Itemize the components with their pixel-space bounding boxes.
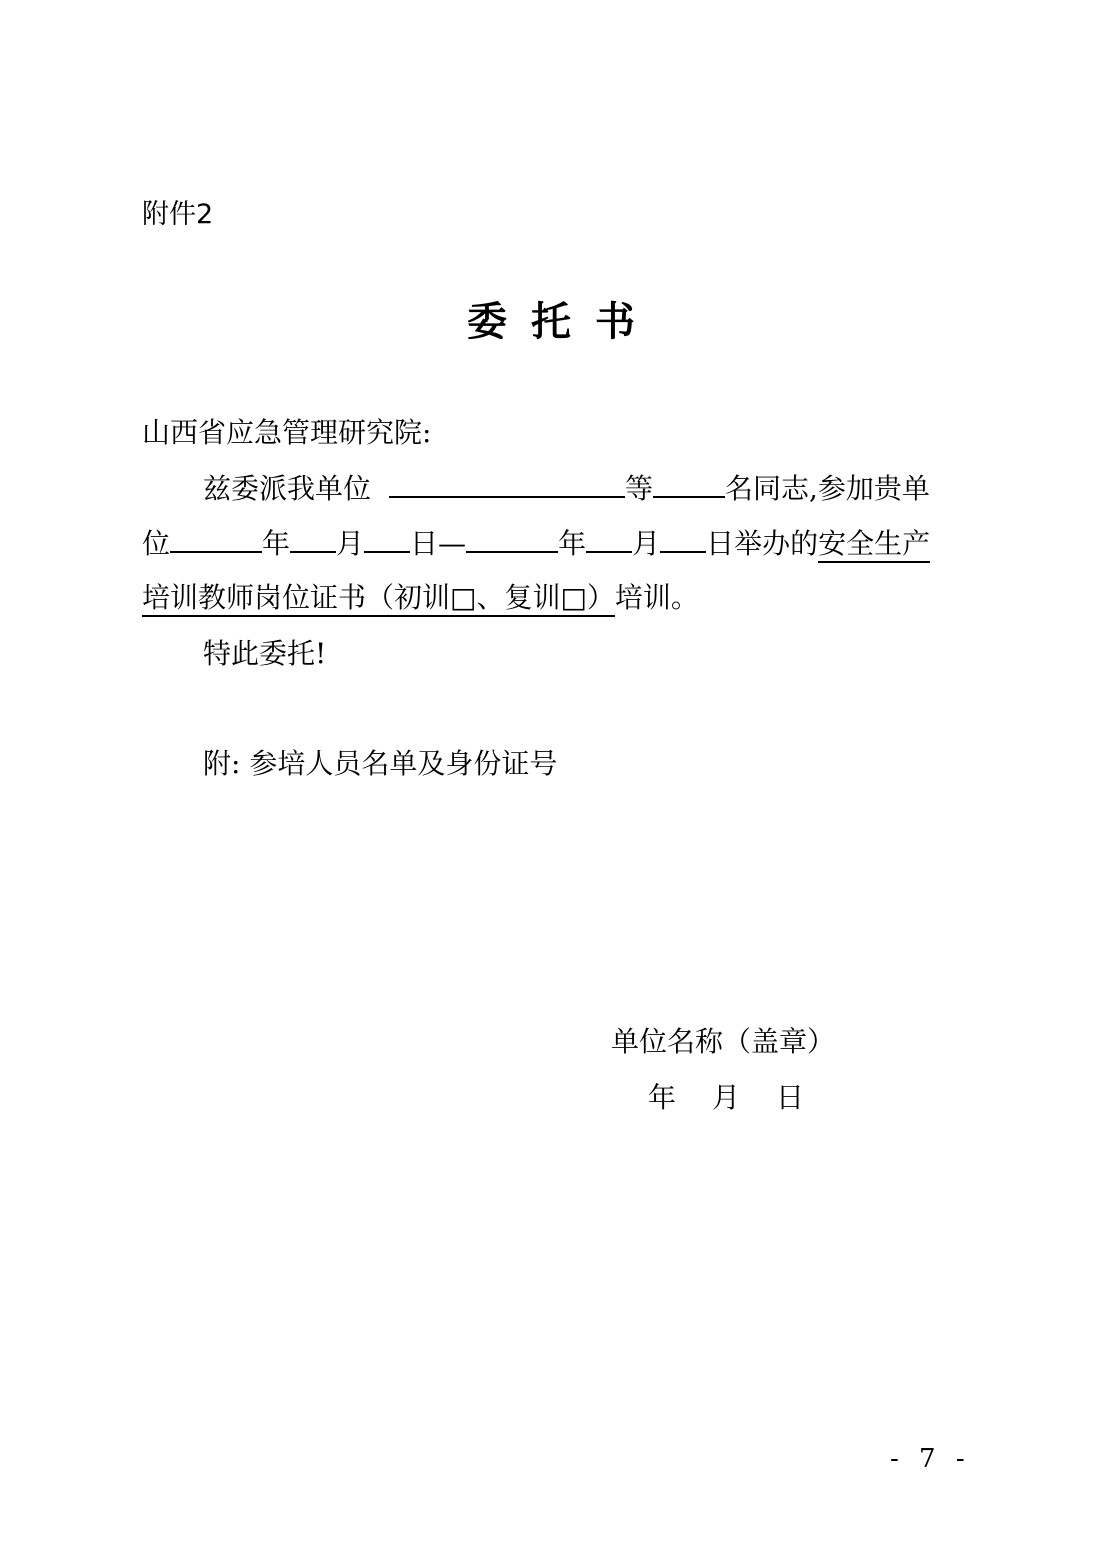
- end-day-blank[interactable]: [660, 523, 706, 553]
- end-day-label: 日举办的: [706, 527, 819, 560]
- start-day-blank[interactable]: [364, 523, 410, 553]
- end-year-label: 年: [558, 527, 587, 560]
- start-year-label: 年: [262, 527, 291, 560]
- closing-text: 特此委托!: [203, 637, 327, 670]
- end-month-blank[interactable]: [586, 523, 632, 553]
- paragraph-line-2: [142, 523, 930, 563]
- start-month-label: 月: [336, 527, 365, 560]
- page-number: - 7 -: [890, 1444, 971, 1474]
- end-month-label: 月: [632, 527, 661, 560]
- signature-date: 年 月 日: [648, 1081, 809, 1114]
- paragraph-line-1: [203, 468, 930, 508]
- line2-start: 位: [142, 527, 171, 560]
- document-title: 委托书: [467, 299, 659, 345]
- attachment-label: 附件2: [142, 199, 214, 230]
- unit-blank[interactable]: [389, 468, 625, 498]
- count-blank[interactable]: [653, 468, 725, 498]
- start-month-blank[interactable]: [290, 523, 336, 553]
- signature-unit-name: 单位名称（盖章）: [611, 1025, 836, 1058]
- end-year-blank[interactable]: [466, 523, 558, 553]
- course-name-part2: 培训教师岗位证书（初训□、复训□）: [142, 581, 615, 617]
- line3-suffix: 培训。: [614, 581, 699, 614]
- course-name-part1: 安全生产: [818, 527, 930, 563]
- paragraph-line-3: [142, 578, 699, 618]
- addressee: 山西省应急管理研究院:: [142, 416, 432, 449]
- start-year-blank[interactable]: [170, 523, 262, 553]
- appendix-note: 附: 参培人员名单及身份证号: [203, 747, 558, 780]
- line1-after-count: 名同志,参加贵单: [725, 472, 930, 505]
- line1-after-unit: 等: [625, 472, 654, 505]
- line1-prefix: 兹委派我单位: [203, 472, 372, 505]
- start-day-label: 日—: [410, 527, 467, 560]
